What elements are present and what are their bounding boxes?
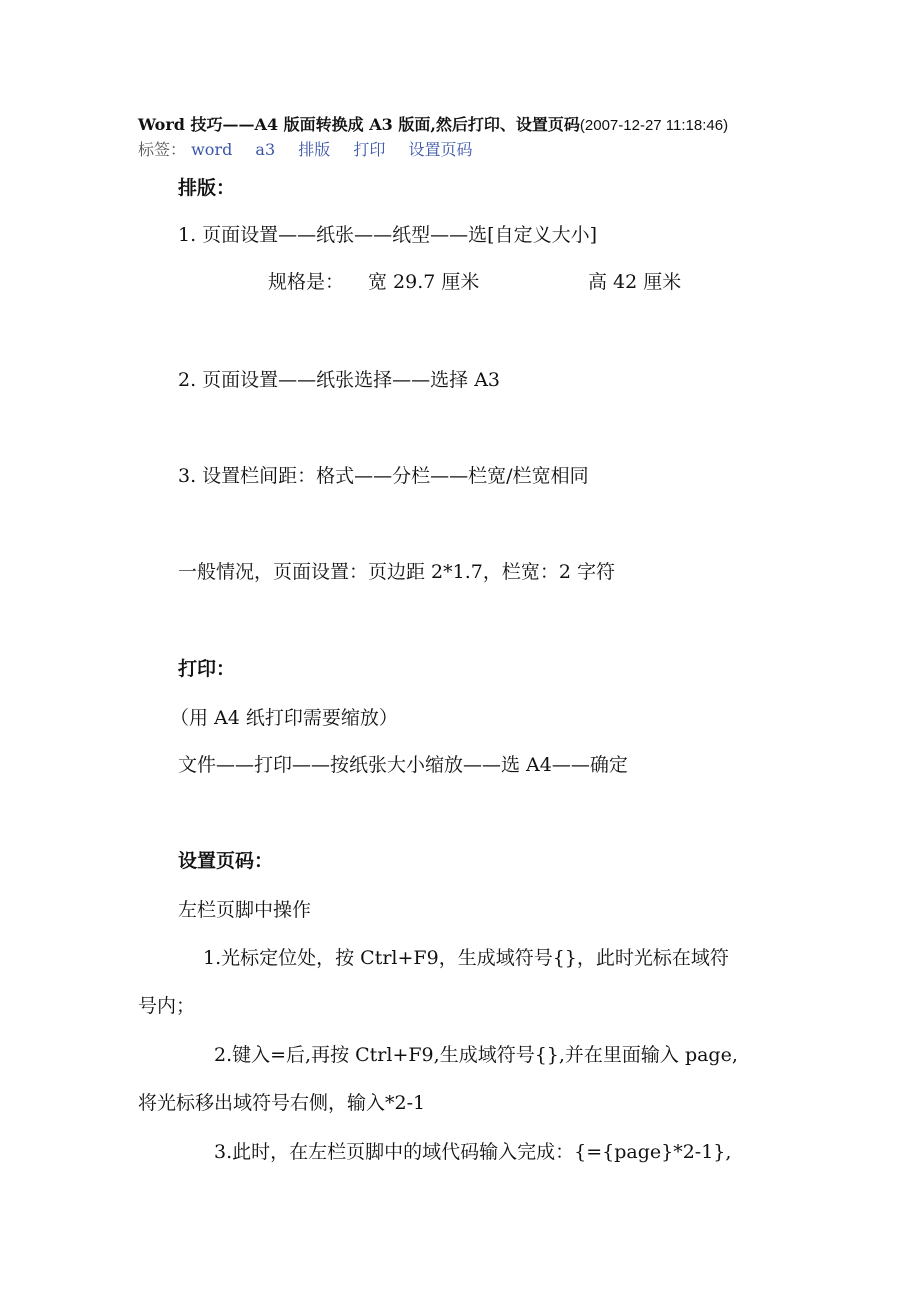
print-steps: 文件——打印——按纸张大小缩放——选 A4——确定 xyxy=(178,754,628,776)
tag-print[interactable]: 打印 xyxy=(353,140,386,159)
layout-general: 一般情况，页面设置：页边距 2*1.7，栏宽：2 字符 xyxy=(178,561,615,583)
page-number-intro: 左栏页脚中操作 xyxy=(178,899,312,921)
spec-height: 高 42 厘米 xyxy=(588,271,682,293)
page-number-step-2b: 将光标移出域符号右侧，输入*2-1 xyxy=(138,1092,426,1114)
spec-width: 宽 29.7 厘米 xyxy=(368,271,480,293)
post-timestamp: (2007-12-27 11:18:46) xyxy=(579,117,729,134)
tag-a3[interactable]: a3 xyxy=(255,140,276,159)
page-number-step-3a: 3.此时，在左栏页脚中的域代码输入完成：{={page}*2-1}, xyxy=(214,1141,732,1163)
layout-step-3: 3. 设置栏间距：格式——分栏——栏宽/栏宽相同 xyxy=(178,465,589,487)
title-text: Word 技巧——A4 版面转换成 A3 版面,然后打印、设置页码 xyxy=(138,115,580,134)
heading-page-number: 设置页码： xyxy=(178,850,274,872)
tags-label: 标签： xyxy=(138,140,187,159)
print-note: （用 A4 纸打印需要缩放） xyxy=(170,707,398,729)
tags-row xyxy=(138,137,490,160)
spec-label: 规格是： xyxy=(268,271,345,293)
tag-layout[interactable]: 排版 xyxy=(298,140,331,159)
page-number-step-1b: 号内； xyxy=(138,995,196,1017)
tag-page-number[interactable]: 设置页码 xyxy=(408,140,473,159)
layout-step-1: 1. 页面设置——纸张——纸型——选[自定义大小] xyxy=(178,224,597,246)
heading-layout: 排版： xyxy=(178,177,236,199)
page-number-step-1a: 1.光标定位处，按 Ctrl+F9，生成域符号{}，此时光标在域符 xyxy=(203,947,729,969)
layout-step-2: 2. 页面设置——纸张选择——选择 A3 xyxy=(178,369,501,391)
heading-print: 打印： xyxy=(178,658,236,680)
tag-word[interactable]: word xyxy=(191,140,233,159)
article-title xyxy=(138,112,728,135)
page-number-step-2a: 2.键入=后,再按 Ctrl+F9,生成域符号{},并在里面输入 page, xyxy=(214,1044,738,1066)
